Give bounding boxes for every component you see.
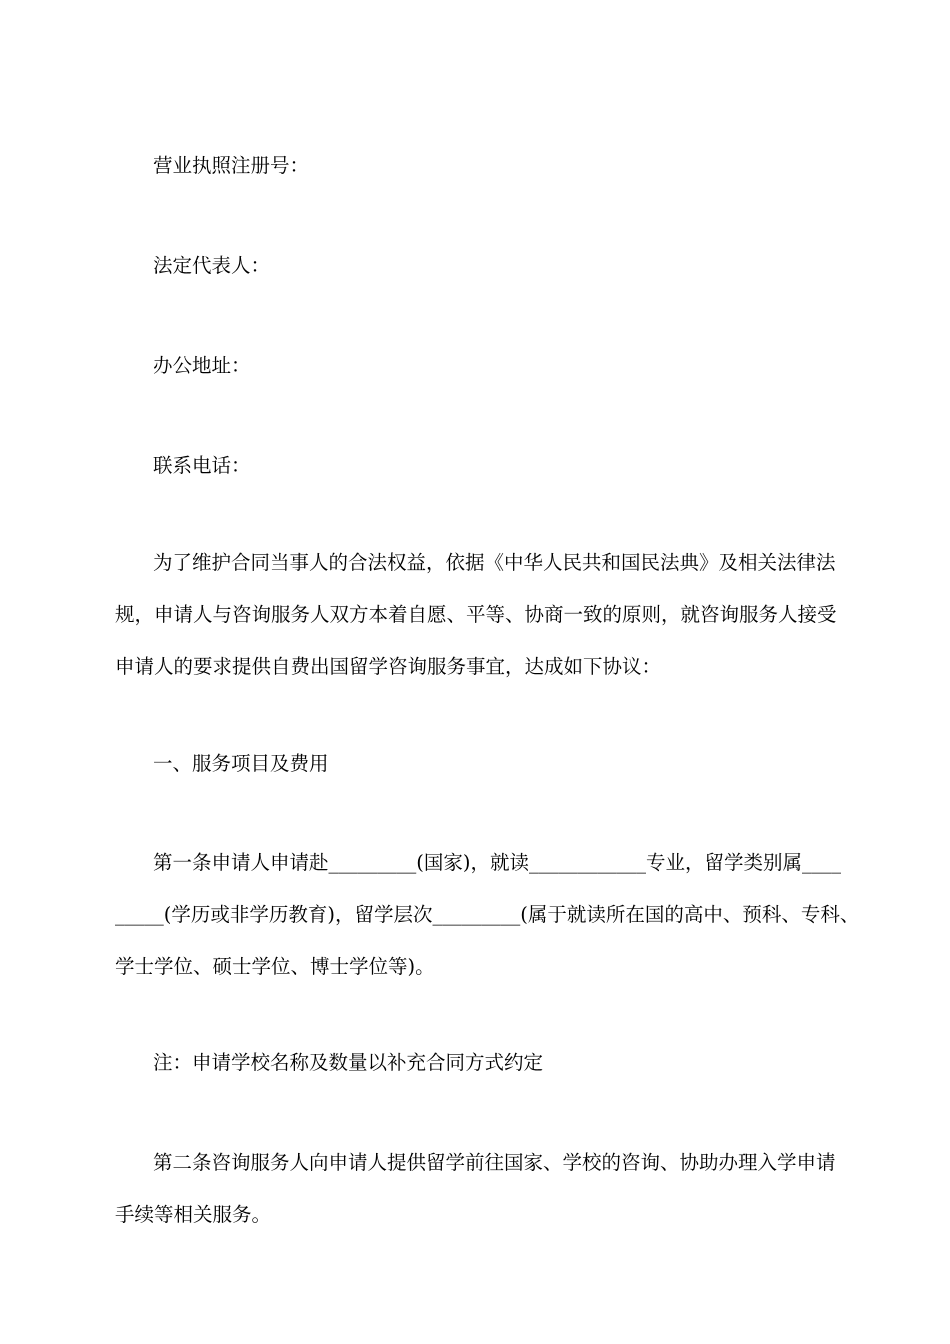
note-line: 注：申请学校名称及数量以补充合同方式约定 <box>153 1051 544 1074</box>
phone-field: 联系电话： <box>153 454 251 477</box>
preamble-line-1: 为了维护合同当事人的合法权益，依据《中华人民共和国民法典》及相关法律法 <box>153 551 836 574</box>
preamble-line-2: 规，申请人与咨询服务人双方本着自愿、平等、协商一致的原则，就咨询服务人接受 <box>115 603 837 626</box>
preamble-line-3: 申请人的要求提供自费出国留学咨询服务事宜，达成如下协议： <box>115 655 662 678</box>
license-number-field: 营业执照注册号： <box>153 154 310 177</box>
article-1-line-2: _____(学历或非学历教育)，留学层次_________(属于就读所在国的高中、预科、专科、 <box>115 903 860 926</box>
article-1-line-1: 第一条申请人申请赴_________(国家)，就读____________专业，留学类别属____ <box>153 851 841 874</box>
legal-representative-field: 法定代表人： <box>153 254 271 277</box>
article-1-line-3: 学士学位、硕士学位、博士学位等)。 <box>115 955 435 978</box>
article-2-line-2: 手续等相关服务。 <box>115 1203 272 1226</box>
article-2-line-1: 第二条咨询服务人向申请人提供留学前往国家、学校的咨询、协助办理入学申请 <box>153 1151 836 1174</box>
section-heading-services: 一、服务项目及费用 <box>153 752 329 775</box>
office-address-field: 办公地址： <box>153 354 251 377</box>
